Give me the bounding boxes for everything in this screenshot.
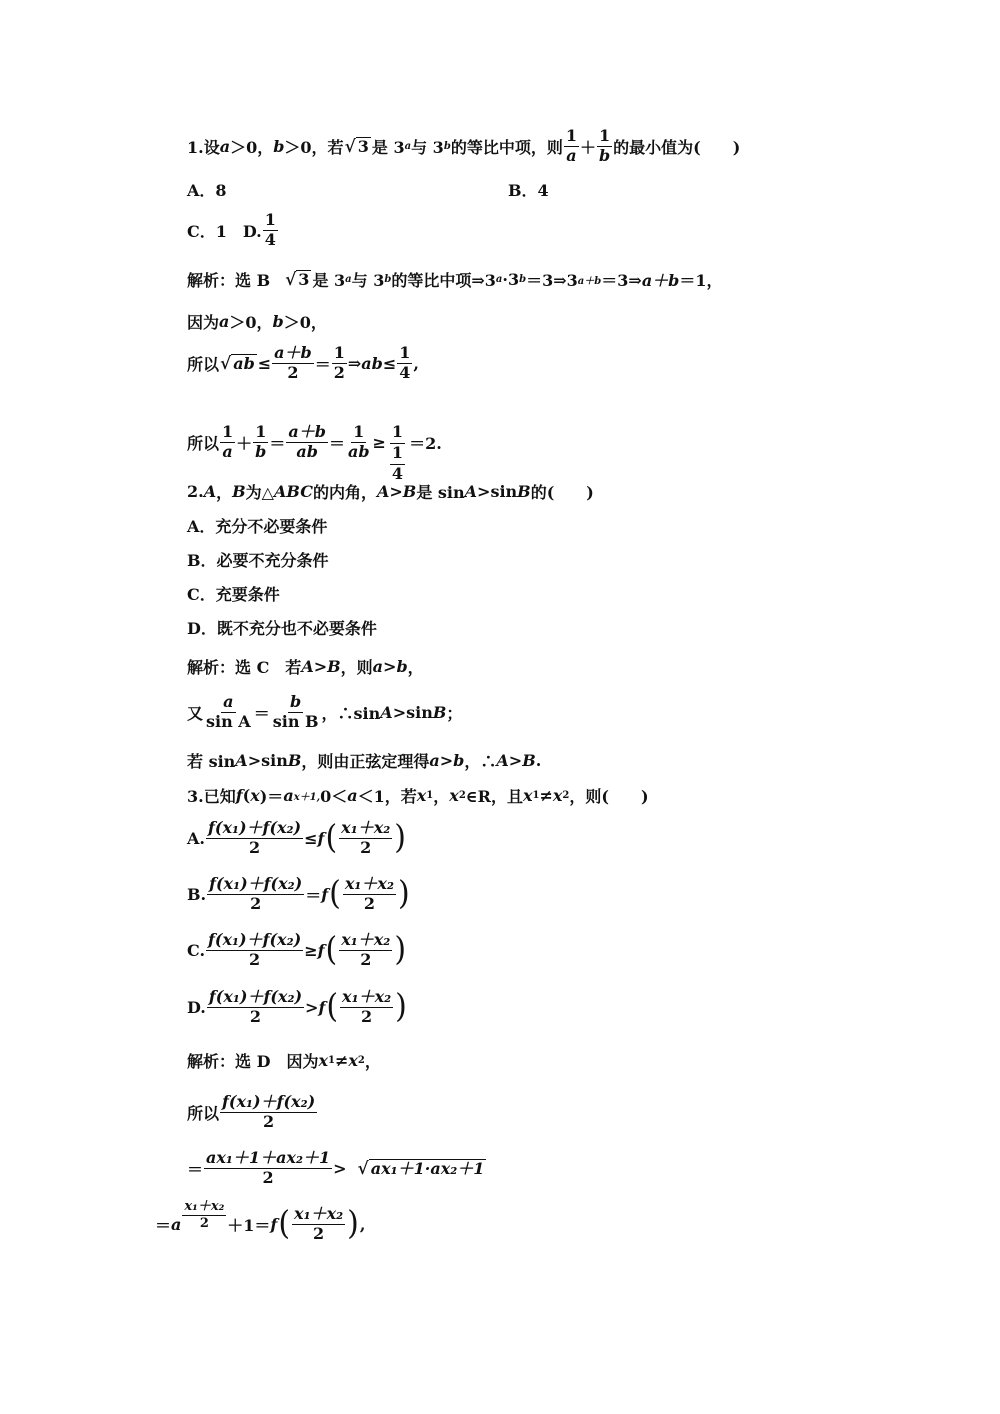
q2-option-c: C．充要条件 <box>187 585 280 604</box>
q2-option-d: D．既不充分也不必要条件 <box>187 619 377 638</box>
q2-solution-line-1: 解析：选 C 若 A>B ，则 a>b ， <box>187 657 424 677</box>
q1-text: 是 3 <box>371 137 405 157</box>
q3-option-d: D. $\frac{\text{f(x₁)＋f(x₂)}}{2}$ > f ( $\frac{\text{x₁＋x₂}}{2}$ ) <box>187 987 407 1026</box>
q1-frac-1-over-a: $\frac{1}{a}$ <box>565 126 577 165</box>
q1-solution-line-2: 因为 a ＞0， b ＞0， <box>187 312 327 332</box>
q3-option-b: B. $\frac{\text{f(x₁)＋f(x₂)}}{2}$ ＝ f ( $\frac{\text{x₁＋x₂}}{2}$ ) <box>187 874 410 913</box>
q2-option-b: B．必要不充分条件 <box>187 551 329 570</box>
q3-option-c: C. $\frac{\text{f(x₁)＋f(x₂)}}{2}$ ≥ f ( $\frac{\text{x₁＋x₂}}{2}$ ) <box>187 930 407 969</box>
q3-solution-line-1: 解析：选 D 因为 x 1 ≠ x 2 ， <box>187 1051 381 1071</box>
q1-option-a: A．8 <box>187 181 227 200</box>
q1-text: 与 3 <box>411 137 444 157</box>
q1-solution-line-4: 所以 $\frac{1}{a}$ ＋ $\frac{1}{b}$ ＝ $\frac{a+b}{ab}$ ＝ $\frac{1}{ab}$ ≥ $\frac{1}{\frac{1}{4}}$ ＝2. <box>187 421 442 483</box>
q1-option-cd: C．1 D. $\frac{1}{4}$ <box>187 210 276 249</box>
q2-solution-line-3: 若 sin A >sin B ，则由正弦定理得 a>b ，∴ A>B . <box>187 751 542 771</box>
q3-solution-line-2: 所以 $\frac{\text{f(x₁)＋f(x₂)}}{2}$ <box>187 1092 316 1131</box>
q2-option-a: A．充分不必要条件 <box>187 517 328 536</box>
q1-text: ＞0， <box>230 137 274 157</box>
q1-option-d-frac: $\frac{1}{4}$ <box>264 210 276 249</box>
q2-stem: 2. A ， B 为△ ABC 的内角， A>B 是 sin A >sin B 的( ) <box>187 482 594 502</box>
q1-text: 的等比中项，则 <box>450 137 563 157</box>
q1-option-b: B．4 <box>508 181 549 200</box>
q2-solution-line-2: 又 $\frac{a}{\text{sin A}}$ ＝ $\frac{b}{\text{sin B}}$ ，∴sin A >sin B ； <box>187 692 463 731</box>
q1-sqrt3: √ 3 <box>344 136 369 157</box>
q1-text: ＞0，若 <box>284 137 344 157</box>
q1-solution-line-1: 解析：选 B √ 3 是 3 a 与 3 b 的等比中项⇒3 a ·3 b ＝3⇒3 a＋b ＝3⇒ a＋b ＝1， <box>187 269 723 291</box>
q1-stem: 1.设 a ＞0， b ＞0，若 √ 3 是 3 a 与 3 b 的等比中项，则 $\frac{1}{a}$ ＋ $\frac{1}{b}$ 的最小值为( ) <box>187 126 741 165</box>
q3-solution-line-3: ＝ $\frac{\text{ax₁＋1＋ax₂＋1}}{2}$ > √ ax₁＋1·ax₂＋1 <box>187 1148 485 1187</box>
q1-frac-1-over-b: $\frac{1}{b}$ <box>598 126 611 165</box>
q1-text: 的最小值为( ) <box>613 137 741 157</box>
q3-option-a: A. $\frac{\text{f(x₁)＋f(x₂)}}{2}$ ≤ f ( $\frac{\text{x₁＋x₂}}{2}$ ) <box>187 818 406 857</box>
q3-solution-line-4: ＝ a $\frac{\text{x₁＋x₂}}{2}$ ＋1＝ f ( $\frac{\text{x₁＋x₂}}{2}$ ) , <box>155 1199 366 1243</box>
q1-text: 1.设 <box>187 137 220 157</box>
q3-stem: 3.已知 f ( x )＝ a x＋1, 0＜ a ＜1，若 x 1 ， x 2 ∈R，且 x 1 ≠ x 2 ，则( ) <box>187 786 649 806</box>
q1-var-a: a <box>219 136 231 156</box>
q1-var-b: b <box>273 136 285 156</box>
q1-solution-line-3: 所以 √ ab ≤ $\frac{a+b}{2}$ ＝ $\frac{1}{2}$ ⇒ ab ≤ $\frac{1}{4}$ , <box>187 343 419 382</box>
